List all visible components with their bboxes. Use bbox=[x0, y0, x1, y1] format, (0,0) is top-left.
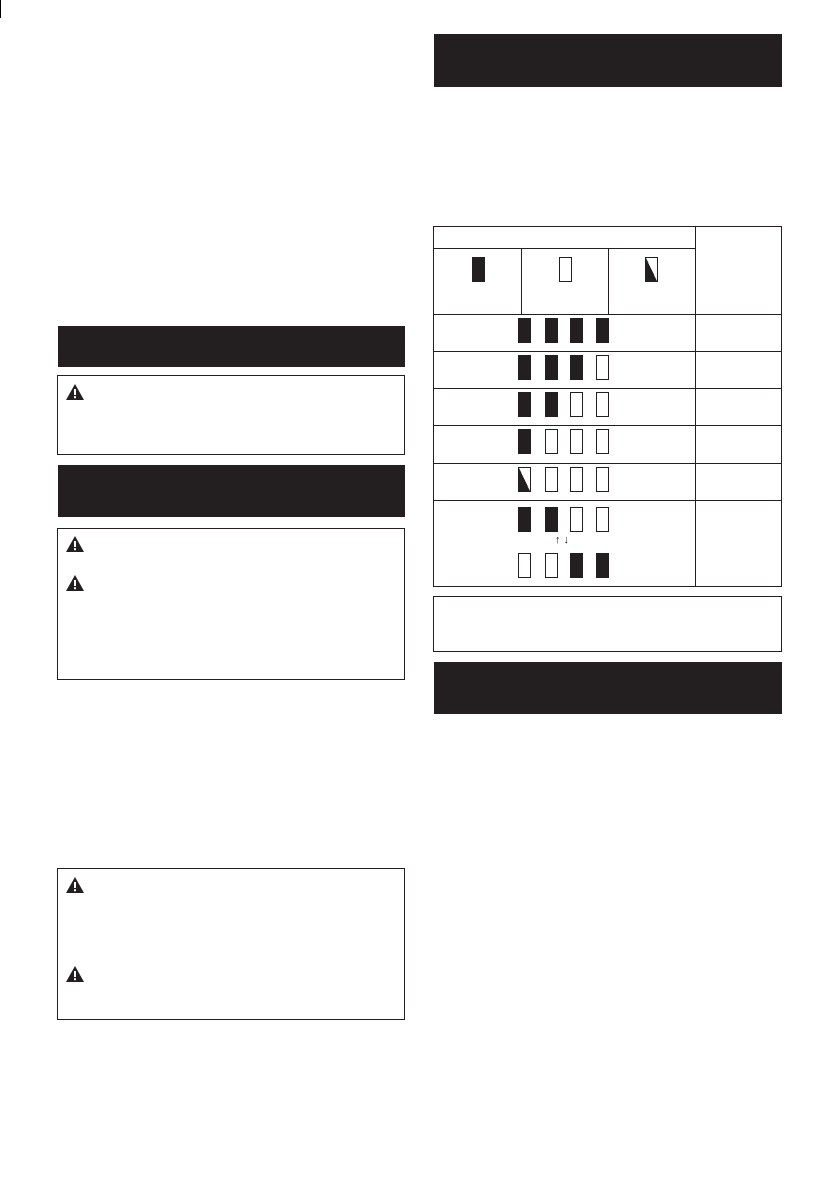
indicator-lamp-off bbox=[545, 429, 558, 454]
indicator-lamp-on bbox=[570, 553, 583, 578]
indicator-lamp-off bbox=[596, 355, 609, 380]
indicator-lamp-on bbox=[545, 355, 558, 380]
legend-lamp-lit bbox=[472, 257, 485, 282]
indicator-lamp-on bbox=[518, 318, 531, 343]
table-rule bbox=[434, 500, 781, 501]
warning-triangle-icon bbox=[65, 535, 85, 553]
indicator-lamp-on bbox=[518, 429, 531, 454]
table-rule bbox=[434, 463, 781, 464]
alternating-arrows: ↑ ↓ bbox=[555, 534, 570, 546]
warning-triangle-icon bbox=[65, 965, 85, 983]
indicator-lamp-on bbox=[545, 392, 558, 417]
legend-lamp-blinking bbox=[645, 257, 658, 282]
legend-lamp-off bbox=[559, 257, 572, 282]
warning-box-2 bbox=[57, 528, 405, 680]
indicator-lamp-off bbox=[596, 429, 609, 454]
indicator-lamp-on bbox=[545, 318, 558, 343]
indicator-lamp-on bbox=[570, 355, 583, 380]
warning-triangle-icon bbox=[65, 574, 85, 592]
indicator-lamp-off bbox=[570, 429, 583, 454]
indicator-lamp-off bbox=[545, 467, 558, 492]
table-rule bbox=[434, 314, 781, 315]
indicator-lamp-off bbox=[596, 507, 609, 532]
indicator-lamp-off bbox=[518, 553, 531, 578]
header-bar-1 bbox=[58, 326, 405, 367]
indicator-lamp-off bbox=[570, 507, 583, 532]
table-rule bbox=[434, 248, 695, 249]
table-rule bbox=[434, 351, 781, 352]
indicator-lamp-off bbox=[596, 392, 609, 417]
warning-triangle-icon bbox=[65, 383, 85, 401]
table-rule bbox=[608, 248, 609, 314]
indicator-lamp-off bbox=[570, 392, 583, 417]
indicator-lamp-on bbox=[596, 553, 609, 578]
indicator-lamp-on bbox=[518, 507, 531, 532]
indicator-lamp-off bbox=[570, 467, 583, 492]
table-rule bbox=[521, 248, 522, 314]
indicator-lamp-off bbox=[596, 467, 609, 492]
top-left-crop-mark bbox=[0, 0, 1, 18]
warning-triangle-icon bbox=[65, 876, 85, 894]
warning-box-1 bbox=[57, 375, 405, 455]
table-rule bbox=[695, 227, 696, 586]
header-bar-2 bbox=[58, 465, 405, 517]
table-rule bbox=[434, 425, 781, 426]
indicator-lamp-on bbox=[545, 507, 558, 532]
note-box bbox=[433, 596, 782, 652]
indicator-lamp-on bbox=[518, 355, 531, 380]
indicator-table bbox=[433, 226, 782, 587]
indicator-lamp-on bbox=[596, 318, 609, 343]
table-rule bbox=[434, 388, 781, 389]
warning-box-3 bbox=[57, 868, 405, 1020]
header-bar-top bbox=[434, 34, 782, 87]
indicator-lamp-half bbox=[518, 467, 531, 492]
top-left-crop-mark-h bbox=[0, 0, 1, 1]
header-bar-bottom bbox=[434, 662, 782, 714]
indicator-lamp-off bbox=[545, 553, 558, 578]
indicator-lamp-on bbox=[570, 318, 583, 343]
indicator-lamp-on bbox=[518, 392, 531, 417]
